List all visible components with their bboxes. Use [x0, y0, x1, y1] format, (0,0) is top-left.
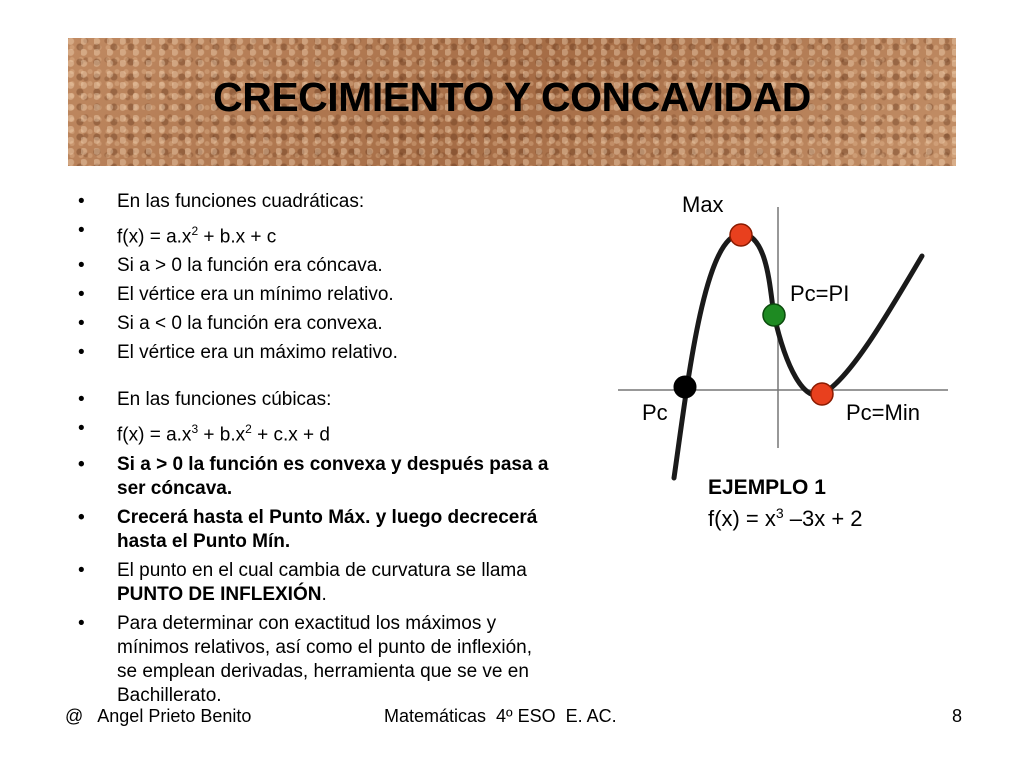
- bullet-formula-cubica: • $f(x) = a.x^3 + b.x^2 + c.x + d$: [75, 417, 555, 447]
- cubic-graph: [600, 180, 980, 560]
- slide-title: CRECIMIENTO Y CONCAVIDAD: [213, 74, 811, 120]
- footer-course: Matemáticas 4º ESO E. AC.: [384, 706, 617, 726]
- cubic-curve: [674, 234, 922, 478]
- example-heading: EJEMPLO 1: [708, 476, 826, 499]
- bullet-cuadraticas: • En las funciones cuadráticas:: [75, 190, 555, 214]
- critical-point: [674, 376, 696, 398]
- bullet-derivadas: • Para determinar con exactitud los máximos y mínimos relativos, así como el punto de inflexión, se emplean derivadas, herramienta que se ve en Bachillerato.: [75, 612, 555, 708]
- bullet-a-negative: • Si a < 0 la función era convexa.: [75, 312, 555, 336]
- footer-author: @ Angel Prieto Benito: [65, 706, 252, 726]
- example-formula: $f(x) = x^3$ –3x + 2: [708, 505, 863, 531]
- label-min: Pc=Min: [846, 400, 920, 425]
- page-number: 8: [952, 706, 963, 726]
- bullet-formula-cuadratica: • $f(x) = a.x^2 + b.x + c$: [75, 219, 555, 249]
- bullet-convexa-concava: • Si a > 0 la función es convexa y después pasa a ser cóncava.: [75, 453, 555, 501]
- bullet-cubicas: • En las funciones cúbicas:: [75, 388, 555, 412]
- bullet-crecera: • Crecerá hasta el Punto Máx. y luego decrecerá hasta el Punto Mín.: [75, 506, 555, 554]
- title-banner: [68, 38, 956, 166]
- label-max: Max: [682, 192, 724, 217]
- label-pc: Pc: [642, 400, 668, 425]
- max-point: [730, 224, 752, 246]
- inflection-point: [763, 304, 785, 326]
- bullet-a-positive: • Si a > 0 la función era cóncava.: [75, 254, 555, 278]
- bullet-minimo: • El vértice era un mínimo relativo.: [75, 283, 555, 307]
- bullet-inflexion: • El punto en el cual cambia de curvatura se llama PUNTO DE INFLEXIÓN.: [75, 559, 555, 607]
- min-point: [811, 383, 833, 405]
- bullet-maximo: • El vértice era un máximo relativo.: [75, 341, 555, 365]
- label-pi: Pc=PI: [790, 281, 850, 306]
- bullet-list: [75, 190, 555, 713]
